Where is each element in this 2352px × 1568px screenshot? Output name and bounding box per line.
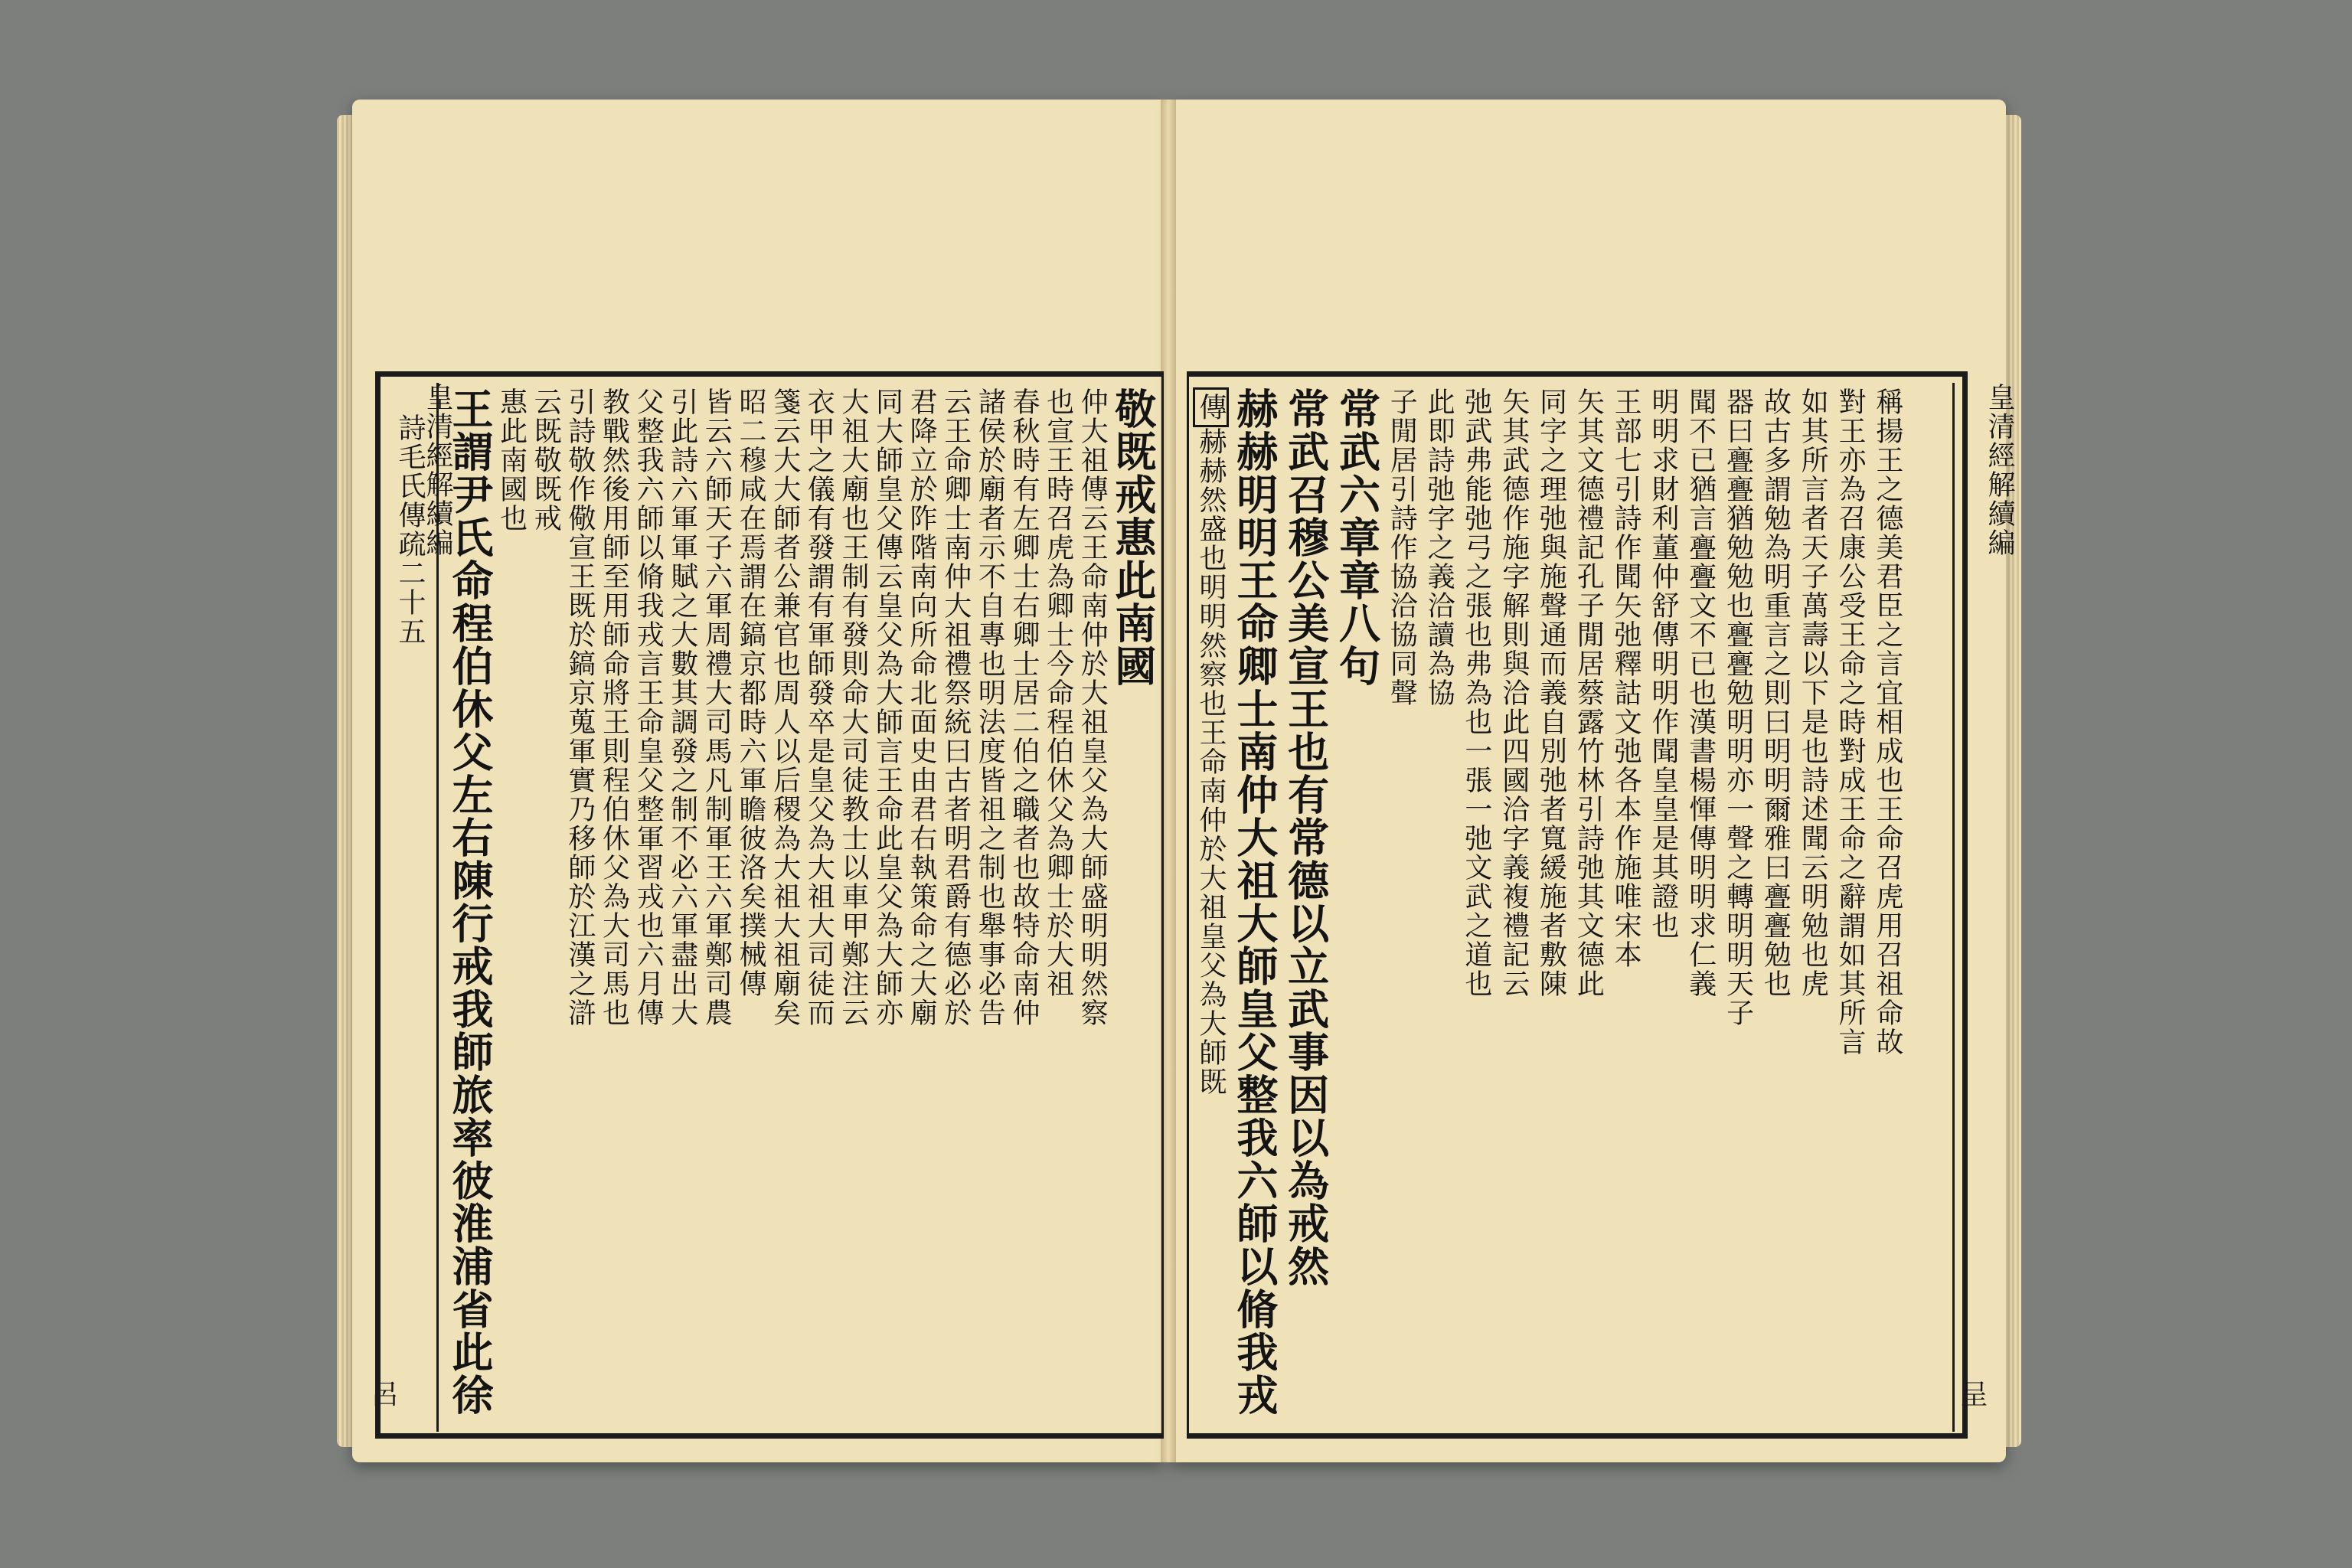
text-column [1195, 387, 1227, 1423]
text-column [632, 387, 665, 1423]
column-text: 云王命卿士南仲大祖禮祭統曰古者明君爵有德必於 [939, 387, 972, 1027]
column-text: 引此詩六軍軍賦之大數其調發之制不必六軍盡出大 [666, 387, 698, 1027]
column-text: 赫赫然盛也明明然察也王命南仲於大祖皇父為大師既 [1195, 427, 1227, 1096]
text-column [495, 387, 528, 1423]
column-text: 王部七引詩作聞矢弛釋詁文弛各本作施唯宋本 [1610, 387, 1642, 969]
text-column [1076, 387, 1109, 1423]
column-text: 子閒居引詩作協洽協同聲 [1386, 387, 1418, 707]
text-column [668, 387, 696, 1423]
text-column [1498, 387, 1530, 1423]
column-text: 赫赫明明王命卿士南仲大祖大師皇父整我六師以脩我戎 [1230, 387, 1279, 1416]
text-column [600, 387, 628, 1423]
text-column [1108, 387, 1158, 1423]
text-column [1386, 387, 1418, 1423]
text-column [906, 387, 938, 1423]
column-text: 衣甲之儀有發謂有軍師發卒是皇父為大祖大司徒而 [803, 387, 835, 1027]
column-text: 春秋時有左卿士右卿士居二伯之職者也故特命南仲 [1008, 387, 1040, 1027]
column-text: 器曰亹亹猶勉勉也亹亹勉明明亦一聲之轉明明天子 [1722, 387, 1754, 1027]
text-column [446, 387, 495, 1423]
text-column [530, 387, 562, 1423]
column-text: 王謂尹氏命程伯休父左右陳行戒我師旅率彼淮浦省此徐 [446, 387, 495, 1416]
column-text: 矢其武德作施字解則與洽此四國洽字義複禮記云 [1498, 387, 1530, 998]
column-text: 同字之理弛與施聲通而義自別弛者寬緩施者敷陳 [1535, 387, 1567, 998]
column-text: 箋云大大師者公兼官也周人以后稷為大祖大祖廟矣 [769, 387, 801, 1027]
column-text: 引詩敬作儆宣王既於鎬京蒐軍實乃移師於江漢之滸 [564, 387, 596, 1027]
column-text: 君降立於阼階南向所命北面史由君右執策命之大廟 [906, 387, 938, 1027]
left-spine-page: 呂 [367, 1380, 398, 1409]
column-text: 諸侯於廟者示不自專也明法度皆祖之制也舉事必告 [974, 387, 1006, 1027]
column-text: 常武召穆公美宣王也有常德以立武事因以為戒然 [1281, 387, 1331, 1288]
text-column [1724, 387, 1752, 1423]
left-spine-title: 皇清經解續編 [422, 383, 453, 557]
left-spine-section: 詩毛氏傳疏二十五 [394, 413, 426, 646]
commentary-marker: 傳 [1193, 387, 1229, 427]
column-text: 如其所言者天子萬壽以下是也詩述聞云明勉也虎 [1797, 387, 1829, 998]
column-text: 大祖大廟也王制有發則命大司徒教士以車甲鄭注云 [837, 387, 869, 1027]
text-column [1836, 387, 1864, 1423]
text-column [1759, 387, 1792, 1423]
text-column [771, 387, 799, 1423]
column-text: 昭二穆咸在焉謂在鎬京都時六軍瞻彼洛矣撲械傳 [735, 387, 766, 998]
text-column [1797, 387, 1829, 1423]
text-column [1332, 387, 1382, 1423]
column-text: 也宣王時召虎為卿士今命程伯休父為卿士於大祖 [1042, 387, 1074, 998]
column-text: 同大師皇父傳云皇父為大師言王命此皇父為大師亦 [871, 387, 903, 1027]
text-column [1008, 387, 1040, 1423]
column-text: 惠此南國也 [495, 387, 528, 533]
text-column [701, 387, 733, 1423]
text-column [871, 387, 903, 1423]
column-text: 聞不已猶言亹亹文不已也漢書楊惲傳明明求仁義 [1684, 387, 1717, 998]
column-text: 矢其文德禮記孔子閒居蔡露竹林引詩弛其文德此 [1573, 387, 1605, 998]
text-column [839, 387, 867, 1423]
left-text-frame [375, 371, 1164, 1439]
right-spine-margin [1952, 383, 2016, 1432]
text-column [1230, 387, 1279, 1423]
right-text-frame [1187, 371, 1968, 1439]
right-spine-page: 呈 [1956, 1380, 1988, 1409]
text-column [737, 387, 764, 1423]
text-column [1873, 387, 1901, 1423]
column-text: 仲大祖傳云王命南仲於大祖皇父為大師盛明明然察 [1076, 387, 1109, 1027]
text-column [1684, 387, 1717, 1423]
column-text: 明明求財利董仲舒傳明明作聞皇皇是其證也 [1647, 387, 1679, 940]
text-column [1610, 387, 1642, 1423]
column-text: 敬既戒惠此南國 [1108, 387, 1158, 688]
text-column [1281, 387, 1331, 1423]
column-text: 弛武弗能弛弓之張也弗為也一張一弛文武之道也 [1460, 387, 1492, 998]
text-column [1044, 387, 1072, 1423]
column-text: 教戰然後用師至用師命將王則程伯休父為大司馬也 [598, 387, 630, 1027]
text-column [974, 387, 1006, 1423]
column-text: 稱揚王之德美君臣之言宜相成也王命召虎用召祖命故 [1871, 387, 1903, 1057]
open-book [337, 84, 2021, 1478]
column-text: 父整我六師以脩我戎言王命皇父整軍習戎也六月傳 [632, 387, 665, 1027]
text-column [939, 387, 972, 1423]
text-column [564, 387, 596, 1423]
column-text: 此即詩弛字之義洽讀為協 [1423, 387, 1455, 707]
column-text: 常武六章章八句 [1332, 387, 1382, 688]
text-column [1573, 387, 1605, 1423]
column-text: 皆云六師天子六軍周禮大司馬凡制軍王六軍鄭司農 [701, 387, 733, 1027]
text-column [803, 387, 835, 1423]
text-column [1649, 387, 1677, 1423]
column-text: 對王亦為召康公受王命之時對成王命之辭謂如其所言 [1834, 387, 1866, 1057]
right-spine-title: 皇清經解續編 [1984, 383, 2015, 557]
column-text: 故古多謂勉為明重言之則曰明明爾雅曰亹亹勉也 [1759, 387, 1792, 998]
text-column [1537, 387, 1565, 1423]
text-column [1423, 387, 1455, 1423]
text-column [1462, 387, 1490, 1423]
column-text: 云既敬既戒 [530, 387, 562, 533]
